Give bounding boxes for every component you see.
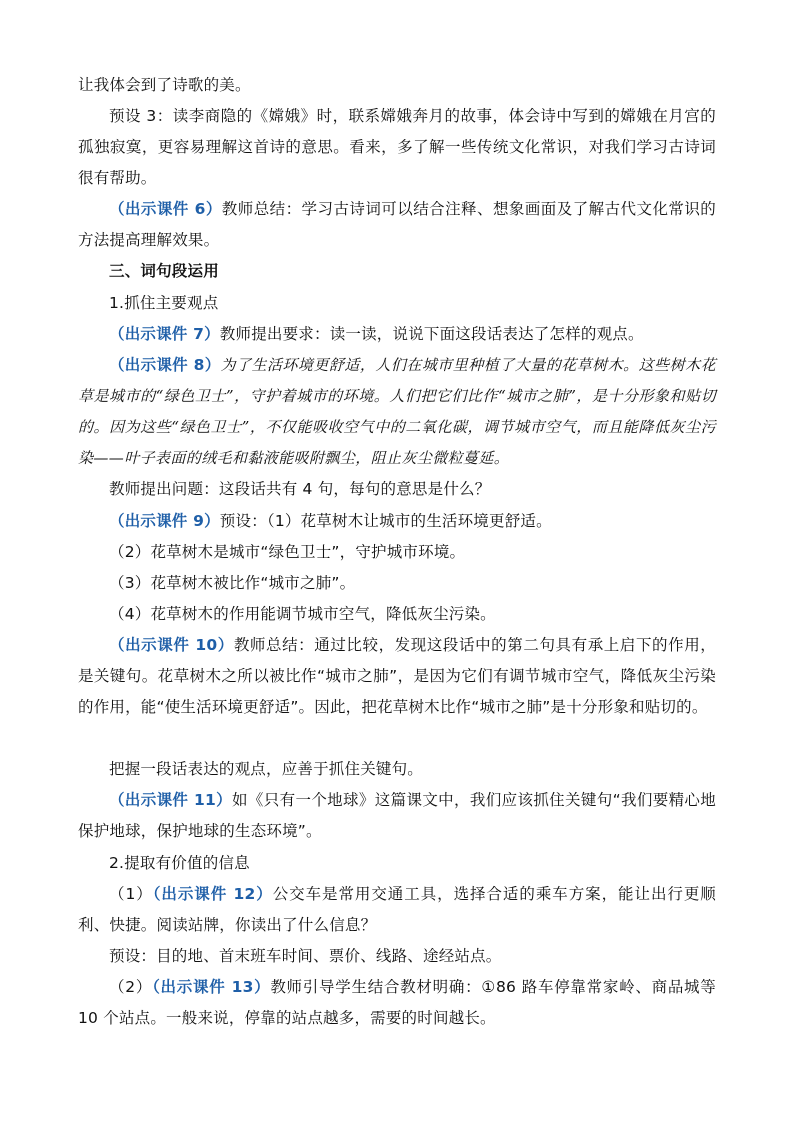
courseware-tag: （出示课件 10） [109, 636, 234, 654]
subsection-heading-2 [78, 848, 716, 879]
heading-text: 三、词句段运用 [109, 262, 219, 280]
paragraph-teacher-guide [78, 972, 716, 1034]
item-number: （1） [109, 885, 153, 903]
paragraph-answer-3 [78, 568, 716, 599]
paragraph-text: 预设：（1）花草树木让城市的生活环境更舒适。 [219, 512, 552, 530]
paragraph-text: 教师总结：学习古诗词可以结合注释、想象画面及了解古代文化常识的方法提高理解效果。 [78, 200, 716, 249]
paragraph-continuation [78, 70, 716, 101]
paragraph-answer-4 [78, 599, 716, 630]
paragraph-text: （4）花草树木的作用能调节城市空气，降低灰尘污染。 [109, 605, 496, 623]
courseware-tag: （出示课件 7） [109, 325, 220, 343]
paragraph-text: 教师总结：通过比较，发现这段话中的第二句具有承上启下的作用，是关键句。花草树木之所以被比作“城市之肺”，是因为它们有调节城市空气，降低灰尘污染的作用，能“使生活环境更舒适”。因此，把花草树木比作“城市之肺”是十分形象和贴切的。 [78, 636, 716, 716]
heading-text: 2.提取有价值的信息 [109, 854, 250, 872]
paragraph-answer-2 [78, 537, 716, 568]
courseware-tag: （出示课件 9） [109, 512, 220, 530]
paragraph-key-sentence-tip [78, 754, 716, 785]
paragraph-text: 公交车是常用交通工具，选择合适的乘车方案，能让出行更顺利、快捷。阅读站牌，你读出了什么信息？ [78, 885, 716, 934]
paragraph-text: 教师引导学生结合教材明确：①86 路车停靠常家岭、商品城等 10 个站点。一般来说，停靠的站点越多，需要的时间越长。 [78, 978, 716, 1027]
paragraph-text: 教师提出要求：读一读，说说下面这段话表达了怎样的观点。 [219, 325, 644, 343]
paragraph-text: （2）花草树木是城市“绿色卫士”，守护城市环境。 [109, 543, 466, 561]
paragraph-preset-info [78, 941, 716, 972]
courseware-tag: （出示课件 13） [152, 978, 271, 996]
paragraph-preset-answer-1 [78, 506, 716, 537]
paragraph-text: 预设：目的地、首末班车时间、票价、线路、途经站点。 [109, 947, 502, 965]
paragraph-preset-3 [78, 101, 716, 194]
subsection-heading-1 [78, 288, 716, 319]
paragraph-teacher-question [78, 474, 716, 505]
item-number: （2） [109, 978, 153, 996]
paragraph-text: 如《只有一个地球》这篇课文中，我们应该抓住关键句“我们要精心地保护地球，保护地球的生态环境”。 [78, 791, 716, 840]
section-heading [78, 256, 716, 287]
paragraph-text: 预设 3：读李商隐的《嫦娥》时，联系嫦娥奔月的故事，体会诗中写到的嫦娥在月宫的孤独寂寞，更容易理解这首诗的意思。看来，多了解一些传统文化常识，对我们学习古诗词很有帮助。 [78, 107, 716, 187]
paragraph-summary-ancient-poems [78, 194, 716, 256]
paragraph-text: （3）花草树木被比作“城市之肺”。 [109, 574, 356, 592]
paragraph-text: 把握一段话表达的观点，应善于抓住关键句。 [109, 760, 424, 778]
courseware-tag: （出示课件 12） [152, 885, 273, 903]
paragraph-example-earth [78, 785, 716, 847]
passage-text: 为了生活环境更舒适，人们在城市里种植了大量的花草树木。这些树木花草是城市的“绿色卫士”，守护着城市的环境。人们把它们比作“城市之肺”，是十分形象和贴切的。因为这些“绿色卫士”，不仅能吸收空气中的二氧化碳，调节城市空气，而且能降低灰尘污染——叶子表面的绒毛和黏液能吸附飘尘，阻止灰尘微粒蔓延。 [78, 356, 716, 467]
paragraph-teacher-request [78, 319, 716, 350]
heading-text: 1.抓住主要观点 [109, 294, 219, 312]
paragraph-teacher-summary [78, 630, 716, 723]
paragraph-text: 教师提出问题：这段话共有 4 句，每句的意思是什么？ [109, 480, 491, 498]
courseware-tag: （出示课件 8） [109, 356, 221, 374]
paragraph-text: 让我体会到了诗歌的美。 [78, 76, 251, 94]
courseware-tag: （出示课件 6） [109, 200, 222, 218]
paragraph-reading-passage [78, 350, 716, 474]
paragraph-bus-stop [78, 879, 716, 941]
courseware-tag: （出示课件 11） [109, 791, 233, 809]
